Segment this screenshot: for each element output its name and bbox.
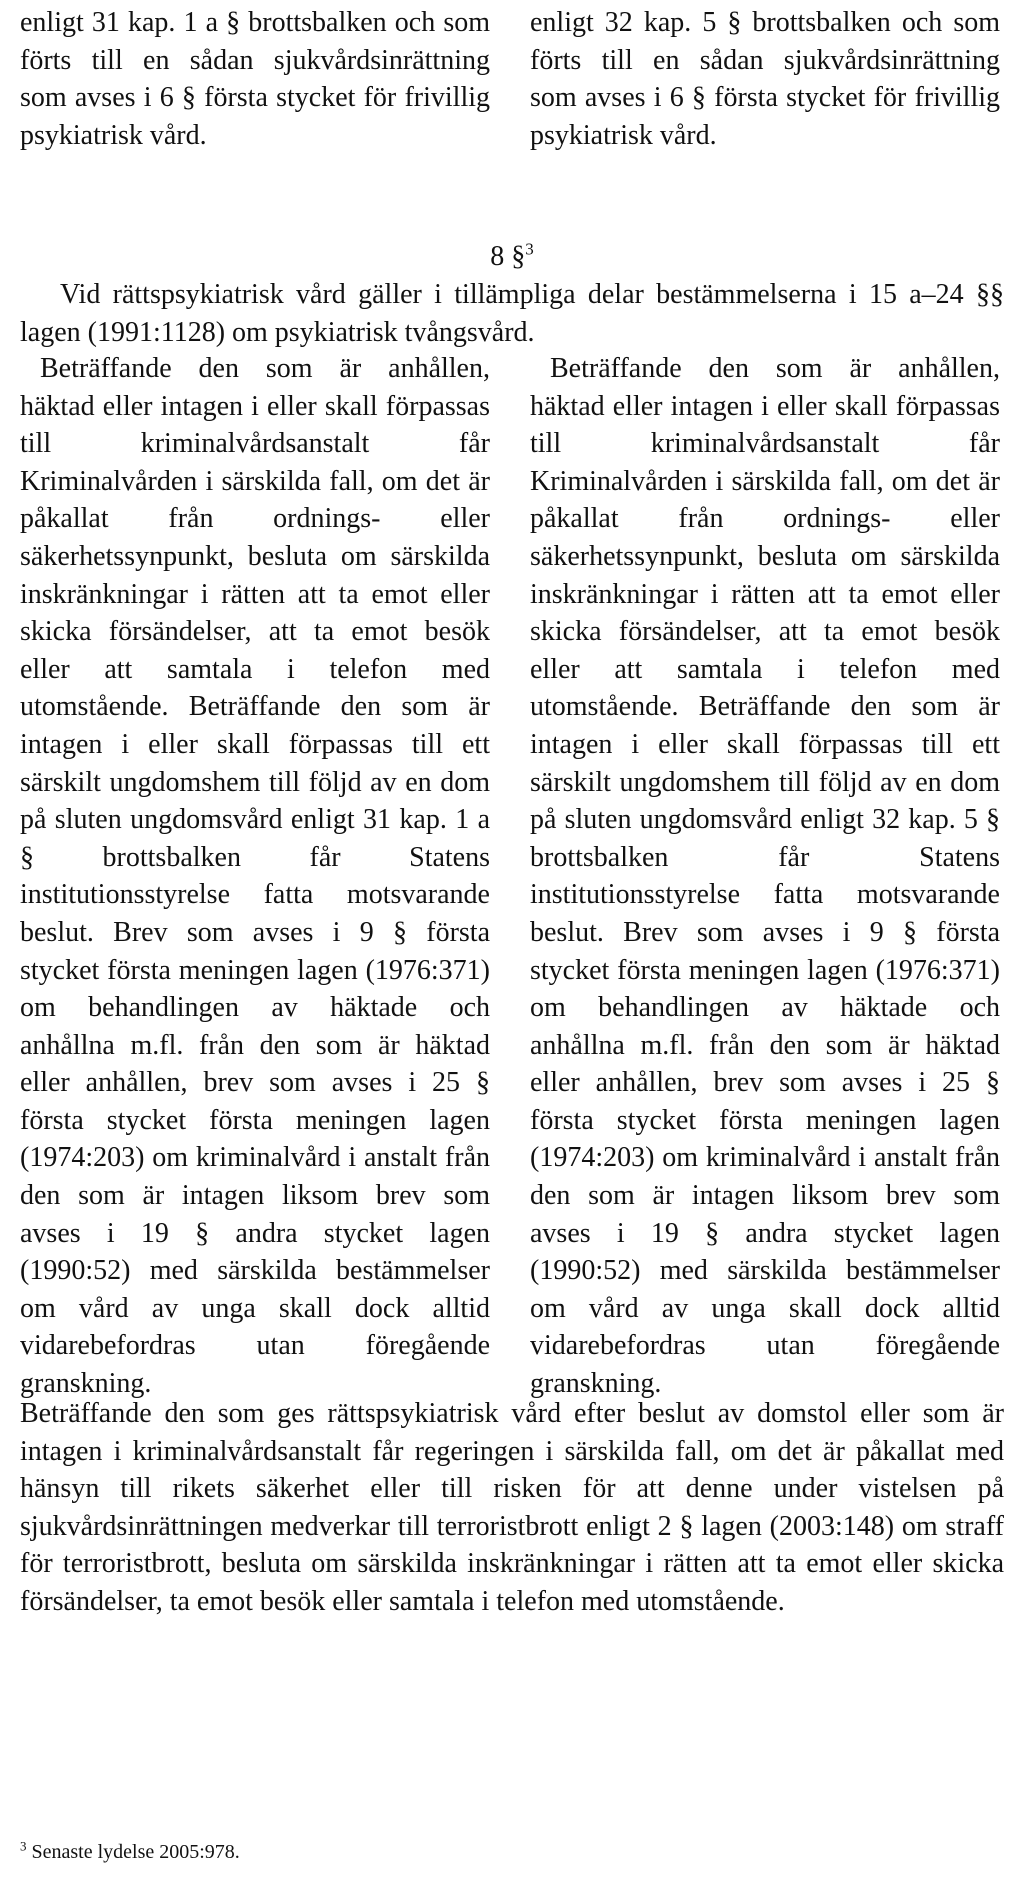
middle-left-column	[20, 350, 490, 1403]
top-right-text: enligt 32 kap. 5 § brottsbalken och som förts till en sådan sjukvårdsinrättning som avses i 6 § första stycket för frivillig psykiatrisk vård.	[530, 7, 1000, 151]
middle-right-text: Beträffande den som är anhållen, häktad eller intagen i eller skall förpassas till kriminalvårdsanstalt får Kriminalvården i särskilda fall, om det är påkallat från ordnings- eller säkerhetssynpunkt, besluta om särskilda inskränkningar i rätten att ta emot eller skicka försändelser, att ta emot besök eller att samtala i telefon med utomstående. Beträffande den som är intagen i eller skall förpassas till ett särskilt ungdomshem till följd av en dom på sluten ungdomsvård enligt 32 kap. 5 § brottsbalken får Statens institutionsstyrelse fatta motsvarande beslut. Brev som avses i 9 § första stycket första meningen lagen (1976:371) om behandlingen av häktade och anhållna m.fl. från den som är häktad eller anhållen, brev som avses i 25 § första stycket första meningen lagen (1974:203) om kriminalvård i anstalt från den som är intagen liksom brev som avses i 19 § andra stycket lagen (1990:52) med särskilda bestämmelser om vård av unga skall dock alltid vidarebefordras utan föregående granskning.	[530, 353, 1000, 1400]
footnote-reference: 3	[525, 239, 534, 259]
footnote-text: Senaste lydelse 2005:978.	[31, 1841, 240, 1863]
top-left-column	[20, 4, 490, 154]
section-intro	[20, 276, 1004, 351]
intro-text: Vid rättspsykiatrisk vård gäller i tillämpliga delar bestämmelserna i 15 a–24 §§ lagen (1991:1128) om psykiatrisk tvångsvård.	[20, 279, 1004, 348]
section-number: 8 §	[490, 241, 526, 272]
closing-text: Beträffande den som ges rättspsykiatrisk vård efter beslut av domstol eller som är intagen i kriminalvårdsanstalt får regeringen i särskilda fall, om det är påkallat med hänsyn till rikets säkerhet eller till risken för att denne under vistelsen på sjukvårdsinrättningen medverkar till terroristbrott enligt 2 § lagen (2003:148) om straff för terroristbrott, besluta om särskilda inskränkningar i rätten att ta emot eller skicka försändelser, ta emot besök eller samtala i telefon med utomstående.	[20, 1398, 1004, 1617]
middle-left-text: Beträffande den som är anhållen, häktad eller intagen i eller skall förpassas till kriminalvårdsanstalt får Kriminalvården i särskilda fall, om det är påkallat från ordnings- eller säkerhetssynpunkt, besluta om särskilda inskränkningar i rätten att ta emot eller skicka försändelser, att ta emot besök eller att samtala i telefon med utomstående. Beträffande den som är intagen i eller skall förpassas till ett särskilt ungdomshem till följd av en dom på sluten ungdomsvård enligt 31 kap. 1 a § brottsbalken får Statens institutionsstyrelse fatta motsvarande beslut. Brev som avses i 9 § första stycket första meningen lagen (1976:371) om behandlingen av häktade och anhållna m.fl. från den som är häktad eller anhållen, brev som avses i 25 § första stycket första meningen lagen (1974:203) om kriminalvård i anstalt från den som är intagen liksom brev som avses i 19 § andra stycket lagen (1990:52) med särskilda bestämmelser om vård av unga skall dock alltid vidarebefordras utan föregående granskning.	[20, 353, 490, 1400]
top-right-column	[530, 4, 1000, 154]
section-heading	[0, 238, 1024, 276]
top-left-text: enligt 31 kap. 1 a § brottsbalken och som förts till en sådan sjukvårdsinrättning som avses i 6 § första stycket för frivillig psykiatrisk vård.	[20, 7, 490, 151]
footnote	[20, 1838, 240, 1866]
middle-right-column	[530, 350, 1000, 1403]
closing-paragraph	[20, 1395, 1004, 1621]
footnote-marker: 3	[20, 1838, 27, 1854]
